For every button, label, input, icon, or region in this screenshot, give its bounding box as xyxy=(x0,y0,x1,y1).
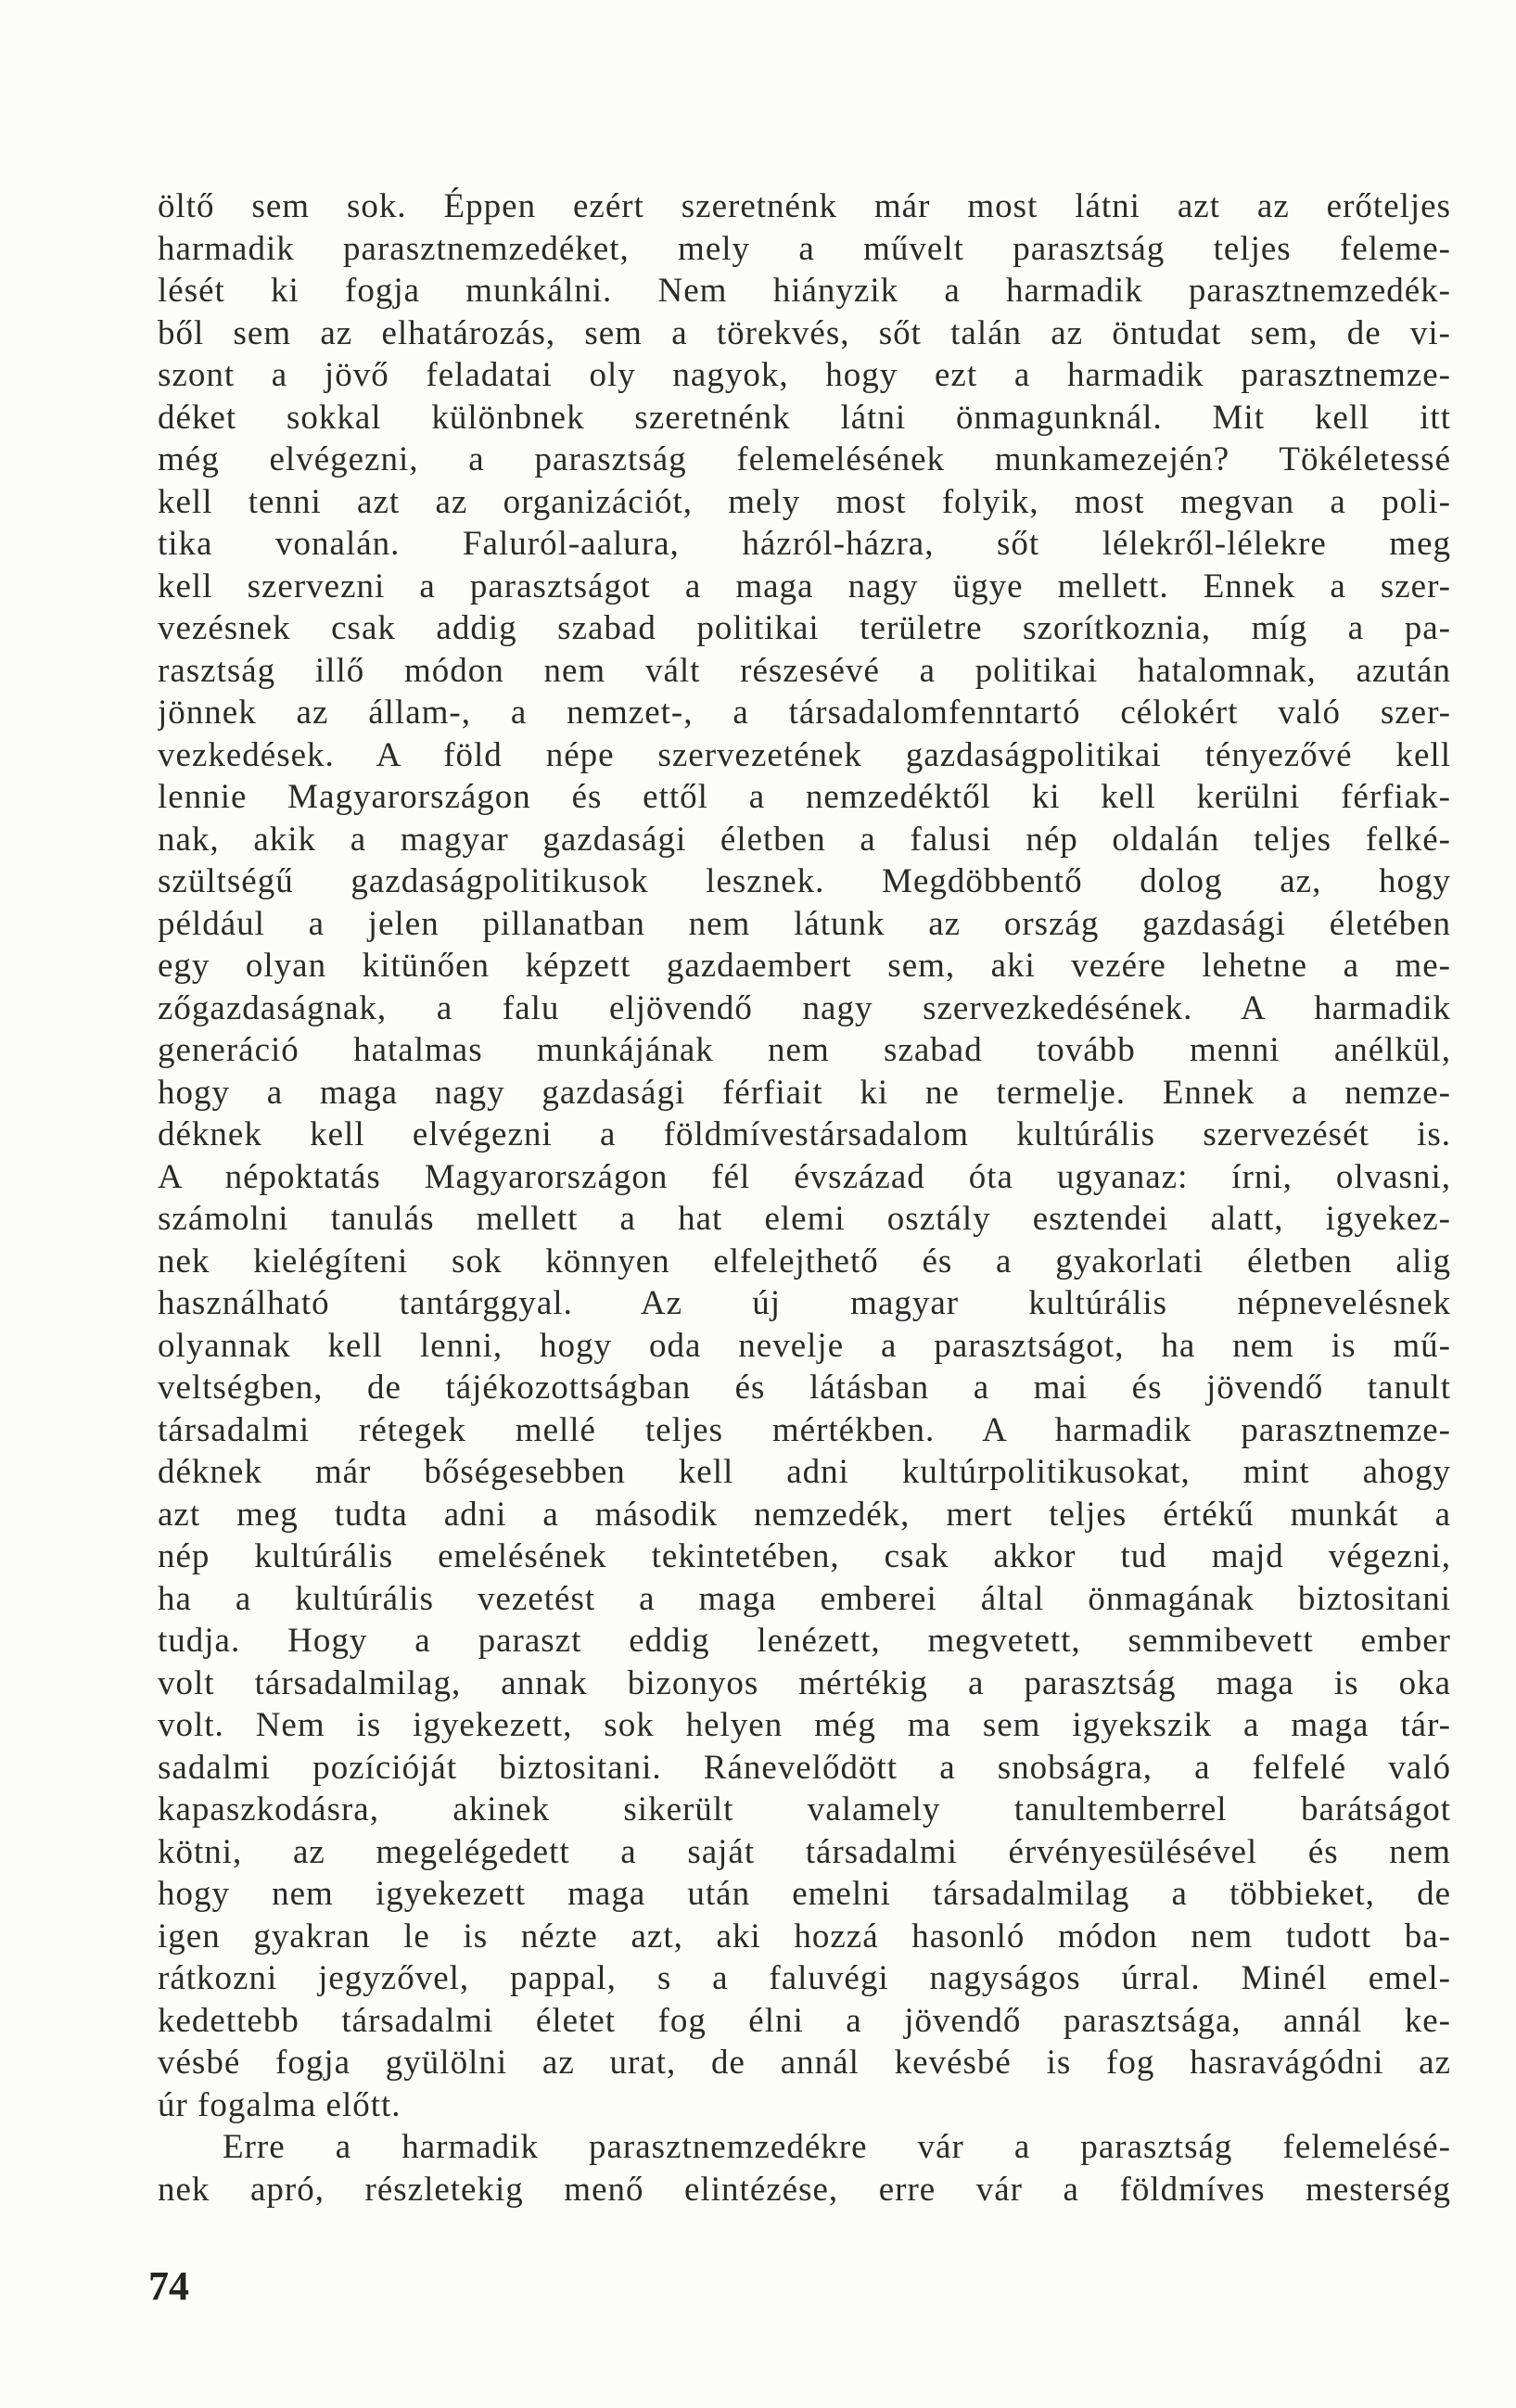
paragraph xyxy=(158,2126,1451,2211)
text-line: nek apró, részletekig menő elintézése, erre vár a földmíves mesterség xyxy=(158,2170,1451,2209)
text-line: A népoktatás Magyarországon fél évszázad óta ugyanaz: írni, olvasni, xyxy=(158,1157,1451,1196)
text-line: vezkedések. A föld népe szervezetének gazdaságpolitikai tényezővé kell xyxy=(158,735,1451,774)
text-line: nek kielégíteni sok könnyen elfelejthető és a gyakorlati életben alig xyxy=(158,1242,1451,1280)
text-line: rátkozni jegyzővel, pappal, s a faluvégi nagyságos úrral. Minél emel- xyxy=(158,1959,1451,1997)
text-line: egy olyan kitünően képzett gazdaembert sem, aki vezére lehetne a me- xyxy=(158,947,1451,985)
text-line: volt társadalmilag, annak bizonyos mértékig a parasztság maga is oka xyxy=(158,1663,1451,1702)
text-line: harmadik parasztnemzedéket, mely a művelt parasztság teljes feleme- xyxy=(158,229,1451,268)
text-line: igen gyakran le is nézte azt, aki hozzá hasonló módon nem tudott ba- xyxy=(158,1917,1451,1956)
text-line: déket sokkal különbnek szeretnénk látni önmagunknál. Mit kell itt xyxy=(158,398,1451,437)
page-number: 74 xyxy=(148,2263,189,2309)
text-line: vésbé fogja gyülölni az urat, de annál kevésbé is fog hasravágódni az xyxy=(158,2044,1451,2082)
text-line: szültségű gazdaságpolitikusok lesznek. Megdöbbentő dolog az, hogy xyxy=(158,862,1451,900)
text-line: jönnek az állam-, a nemzet-, a társadalomfenntartó célokért való szer- xyxy=(158,694,1451,732)
text-line: kapaszkodásra, akinek sikerült valamely tanultemberrel barátságot xyxy=(158,1790,1451,1828)
text-line: kötni, az megelégedett a saját társadalmi érvényesülésével és nem xyxy=(158,1832,1451,1871)
text-line: Erre a harmadik parasztnemzedékre vár a parasztság felemelésé- xyxy=(223,2128,1451,2166)
text-line: számolni tanulás mellett a hat elemi osztály esztendei alatt, igyekez- xyxy=(158,1200,1451,1238)
text-line: tudja. Hogy a paraszt eddig lenézett, megvetett, semmibevett ember xyxy=(158,1622,1451,1660)
text-line: lennie Magyarországon és ettől a nemzedéktől ki kell kerülni férfiak- xyxy=(158,778,1451,816)
text-line: kell szervezni a parasztságot a maga nagy ügye mellett. Ennek a szer- xyxy=(158,567,1451,605)
text-line: olyannak kell lenni, hogy oda nevelje a parasztságot, ha nem is mű- xyxy=(158,1326,1451,1365)
text-line: veltségben, de tájékozottságban és látásban a mai és jövendő tanult xyxy=(158,1369,1451,1407)
text-line: nak, akik a magyar gazdasági életben a falusi nép oldalán teljes felké- xyxy=(158,820,1451,859)
text-line: déknek kell elvégezni a földmívestársadalom kultúrális szervezését is. xyxy=(158,1115,1451,1153)
text-line: ha a kultúrális vezetést a maga emberei által önmagának biztositani xyxy=(158,1579,1451,1618)
text-line: rasztság illő módon nem vált részesévé a politikai hatalomnak, azután xyxy=(158,651,1451,690)
text-line: nép kultúrális emelésének tekintetében, csak akkor tud majd végezni, xyxy=(158,1537,1451,1575)
text-line: például a jelen pillanatban nem látunk az ország gazdasági életében xyxy=(158,904,1451,943)
text-line: kedettebb társadalmi életet fog élni a jövendő parasztsága, annál ke- xyxy=(158,2001,1451,2040)
text-line: zőgazdaságnak, a falu eljövendő nagy szervezkedésének. A harmadik xyxy=(158,988,1451,1027)
text-line: tika vonalán. Faluról-aalura, házról-házra, sőt lélekről-lélekre meg xyxy=(158,525,1451,563)
paragraph xyxy=(158,185,1451,2126)
text-line: lését ki fogja munkálni. Nem hiányzik a harmadik parasztnemzedék- xyxy=(158,272,1451,310)
text-line: ből sem az elhatározás, sem a törekvés, sőt talán az öntudat sem, de vi- xyxy=(158,313,1451,352)
text-line: hogy a maga nagy gazdasági férfiait ki ne termelje. Ennek a nemze- xyxy=(158,1073,1451,1112)
text-line: déknek már bőségesebben kell adni kultúrpolitikusokat, mint ahogy xyxy=(158,1453,1451,1491)
text-line: generáció hatalmas munkájának nem szabad tovább menni anélkül, xyxy=(158,1031,1451,1069)
text-line: társadalmi rétegek mellé teljes mértékben. A harmadik parasztnemze- xyxy=(158,1410,1451,1449)
text-line: vezésnek csak addig szabad politikai területre szorítkoznia, míg a pa- xyxy=(158,609,1451,647)
text-line: még elvégezni, a parasztság felemelésének munkamezején? Tökéletessé xyxy=(158,440,1451,478)
text-line: volt. Nem is igyekezett, sok helyen még ma sem igyekszik a maga tár- xyxy=(158,1706,1451,1744)
text-line: szont a jövő feladatai oly nagyok, hogy ezt a harmadik parasztnemze- xyxy=(158,356,1451,394)
page-body xyxy=(158,185,1451,2211)
text-line: sadalmi pozícióját biztositani. Ránevelődött a snobságra, a felfelé való xyxy=(158,1748,1451,1787)
text-line: hogy nem igyekezett maga után emelni társadalmilag a többieket, de xyxy=(158,1875,1451,1913)
text-line: úr fogalma előtt. xyxy=(158,2085,401,2124)
text-line: kell tenni azt az organizációt, mely most folyik, most megvan a poli- xyxy=(158,482,1451,521)
text-line: öltő sem sok. Éppen ezért szeretnénk már most látni azt az erőteljes xyxy=(158,187,1451,225)
text-line: használható tantárggyal. Az új magyar kultúrális népnevelésnek xyxy=(158,1284,1451,1322)
text-line: azt meg tudta adni a második nemzedék, mert teljes értékű munkát a xyxy=(158,1495,1451,1534)
